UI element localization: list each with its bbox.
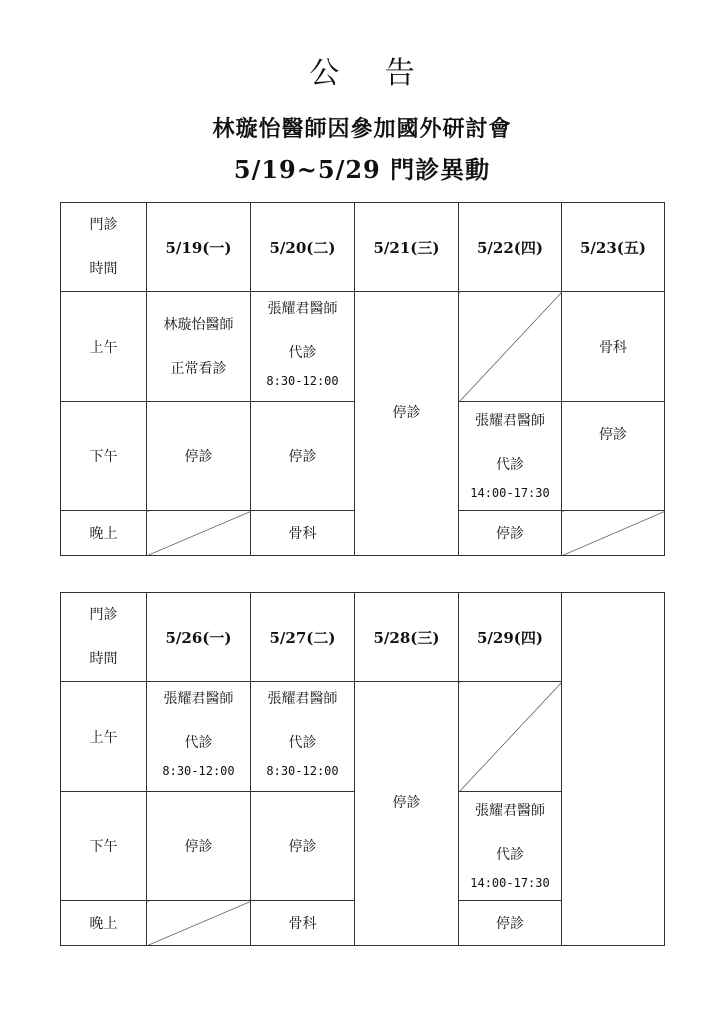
schedule-cell: 停診 xyxy=(147,792,251,901)
schedule-cell-closed xyxy=(355,682,459,946)
schedule-cell xyxy=(562,402,665,511)
cell-line: 停診 xyxy=(392,405,421,421)
date-header: 5/20(二) xyxy=(251,203,355,292)
schedule-table-week2 xyxy=(60,592,665,946)
date-header: 5/23(五) xyxy=(562,203,665,292)
schedule-cell xyxy=(251,682,355,792)
date-header: 5/27(二) xyxy=(251,593,355,682)
cell-time: 8:30-12:00 xyxy=(162,764,235,778)
morning-label: 上午 xyxy=(61,682,147,792)
cell-time: 14:00-17:30 xyxy=(470,876,550,890)
empty-slot-diagonal xyxy=(147,901,251,946)
notice-title: 公 告 xyxy=(309,56,433,91)
cell-line: 代診 xyxy=(496,847,524,863)
cell-line: 代診 xyxy=(496,457,524,473)
cell-time: 8:30-12:00 xyxy=(266,764,339,778)
cell-line: 張耀君醫師 xyxy=(475,413,545,429)
schedule-cell: 停診 xyxy=(251,792,355,901)
header-row xyxy=(61,593,665,682)
schedule-cell xyxy=(251,292,355,402)
cell-line: 林璇怡醫師 xyxy=(163,316,234,333)
cell-line: 正常看診 xyxy=(170,360,227,377)
schedule-cell xyxy=(459,792,562,901)
date-header: 5/26(一) xyxy=(147,593,251,682)
cell-line: 代診 xyxy=(184,735,213,751)
schedule-table-week1 xyxy=(60,202,665,556)
morning-label: 上午 xyxy=(61,292,147,402)
schedule-cell xyxy=(459,402,562,511)
schedule-cell: 停診 xyxy=(459,901,562,946)
header-row xyxy=(61,203,665,292)
schedule-cell xyxy=(147,682,251,792)
cell-line: 張耀君醫師 xyxy=(267,691,338,707)
schedule-cell: 停診 xyxy=(251,402,355,511)
evening-label: 晚上 xyxy=(61,901,147,946)
afternoon-label: 下午 xyxy=(61,792,147,901)
time-header-line2: 時間 xyxy=(89,261,118,277)
date-header: 5/29(四) xyxy=(459,593,562,682)
cell-line: 停診 xyxy=(392,795,421,811)
cell-time: 14:00-17:30 xyxy=(470,486,550,500)
schedule-cell: 骨科 xyxy=(251,511,355,556)
afternoon-label: 下午 xyxy=(61,402,147,511)
time-header-cell xyxy=(61,203,147,292)
schedule-cell-closed xyxy=(355,292,459,556)
schedule-cell: 停診 xyxy=(459,511,562,556)
time-header-line2: 時間 xyxy=(89,651,118,667)
cell-time: 8:30-12:00 xyxy=(266,374,339,388)
schedule-cell: 停診 xyxy=(147,402,251,511)
empty-slot-diagonal xyxy=(147,511,251,556)
time-header-cell xyxy=(61,593,147,682)
cell-line: 張耀君醫師 xyxy=(163,691,234,707)
empty-slot-diagonal xyxy=(459,292,562,402)
time-header-line1: 門診 xyxy=(89,217,118,233)
schedule-cell: 骨科 xyxy=(562,292,665,402)
cell-line: 代診 xyxy=(288,735,317,751)
time-header-line1: 門診 xyxy=(89,607,118,623)
date-header: 5/22(四) xyxy=(459,203,562,292)
notice-date-range: 5/19~5/29 門診異動 xyxy=(233,155,491,184)
schedule-cell: 骨科 xyxy=(251,901,355,946)
date-header: 5/21(三) xyxy=(355,203,459,292)
cell-line: 張耀君醫師 xyxy=(267,301,338,317)
date-header: 5/28(三) xyxy=(355,593,459,682)
empty-slot-diagonal xyxy=(459,682,562,792)
morning-row xyxy=(61,292,665,402)
schedule-cell xyxy=(147,292,251,402)
notice-subtitle: 林璇怡醫師因參加國外研討會 xyxy=(212,116,512,142)
cell-line: 張耀君醫師 xyxy=(475,803,545,819)
cell-line: 停診 xyxy=(599,427,627,443)
evening-label: 晚上 xyxy=(61,511,147,556)
cell-line: 代診 xyxy=(288,345,317,361)
date-header: 5/19(一) xyxy=(147,203,251,292)
empty-column xyxy=(562,593,665,946)
empty-slot-diagonal xyxy=(562,511,665,556)
